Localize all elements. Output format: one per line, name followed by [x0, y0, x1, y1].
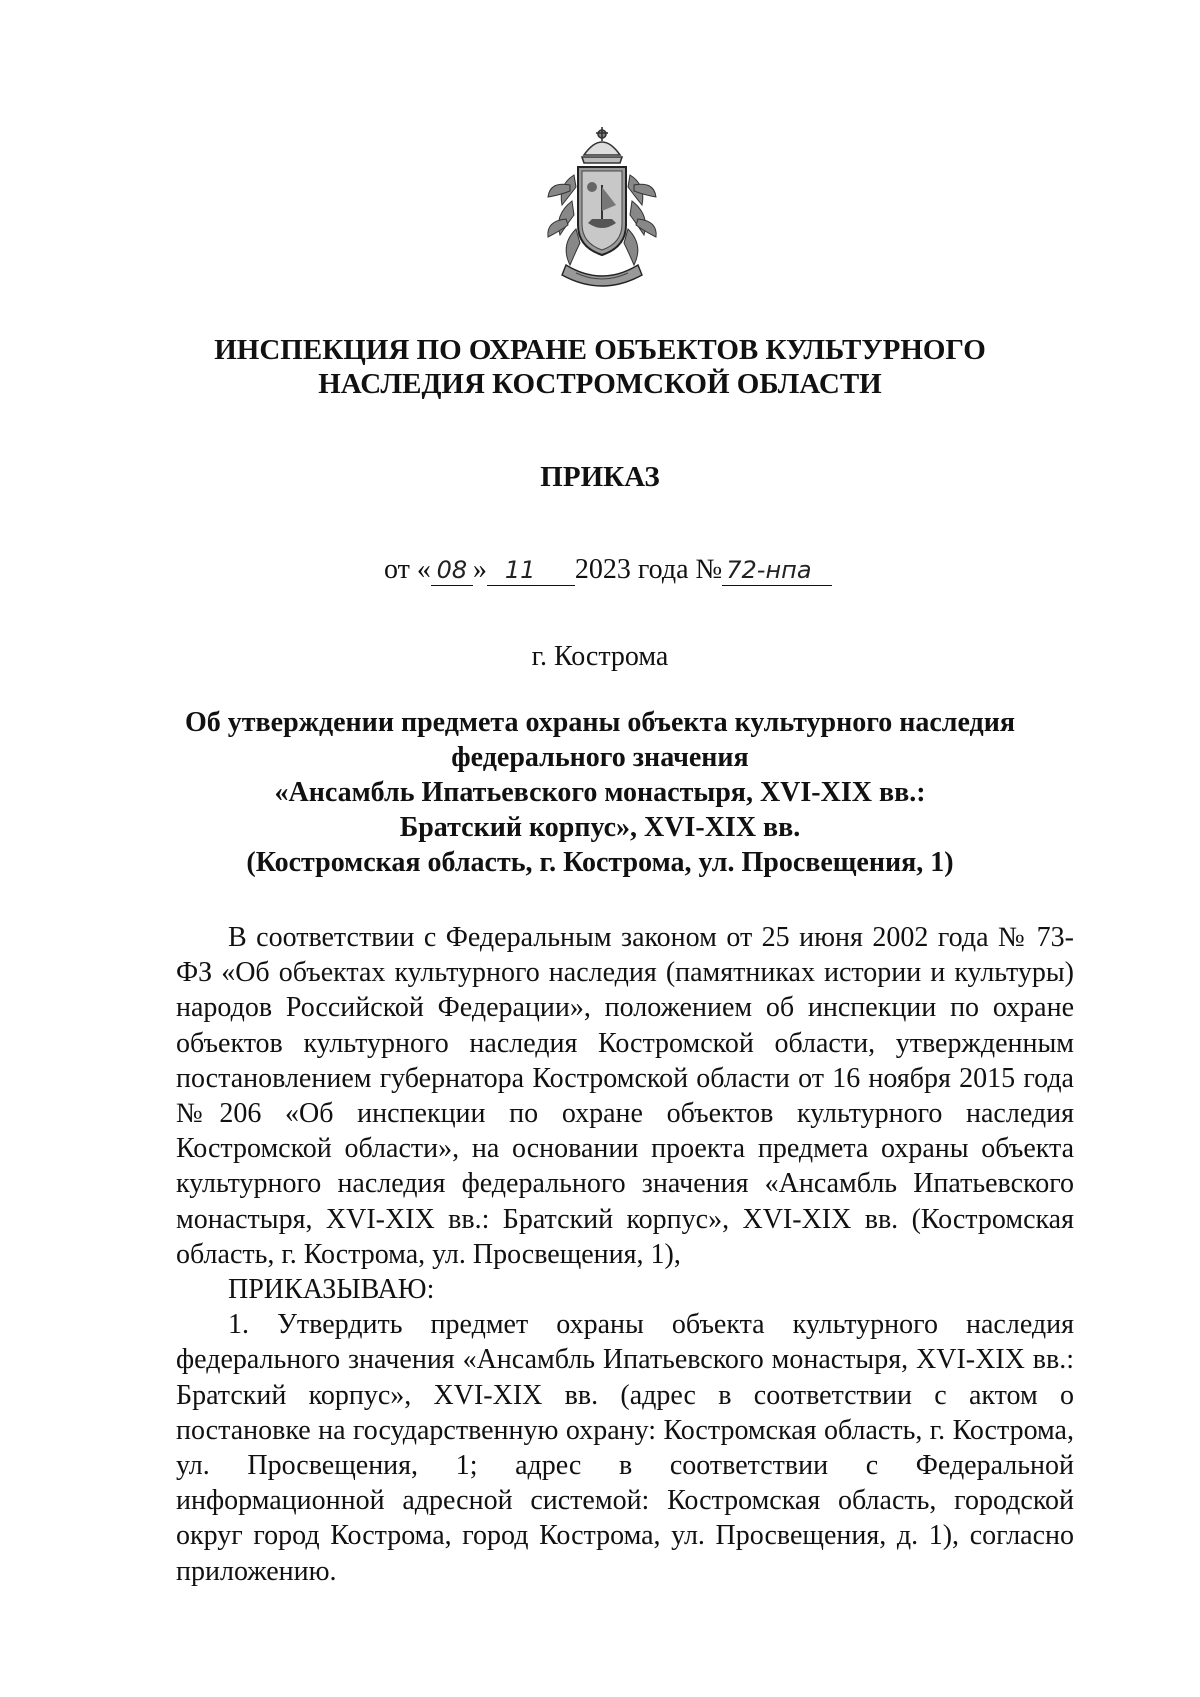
preamble-paragraph: В соответствии с Федеральным законом от 25 июня 2002 года № 73-ФЗ «Об объектах культурного наследия (памятниках истории и культуры) народов Российской Федерации», положением об инспекции по охране объектов культурного наследия Костромской области, утвержденным постановлением губернатора Костромской области от 16 ноября 2015 года №206 «Об инспекции по охране объектов культурного наследия Костромской области», на основании проекта предмета охраны объекта культурного наследия федерального значения «Ансамбль Ипатьевского монастыря, XVI-XIX вв.: Братский корпус», XVI-XIX вв. (Костромская область, г. Кострома, ул. Просвещения, 1), [176, 922, 1074, 1270]
subject-line-1: Об утверждении предмета охраны объекта культурного наследия [185, 707, 1015, 738]
subject-line-2: федерального значения [451, 742, 749, 773]
order-body [176, 920, 1074, 1589]
city: г. Кострома [531, 641, 669, 672]
date-and-number-line [384, 552, 944, 592]
subject-line-3: «Ансамбль Ипатьевского монастыря, XVI-XIX вв.: [274, 777, 926, 808]
document-type: ПРИКАЗ [540, 461, 660, 493]
date-prefix: от « [384, 554, 431, 585]
order-word: ПРИКАЗЫВАЮ: [228, 1274, 435, 1306]
organization-title-line-2: НАСЛЕДИЯ КОСТРОМСКОЙ ОБЛАСТИ [318, 368, 882, 400]
subject-line-4: Братский корпус», XVI-XIX вв. [399, 812, 801, 843]
order-subject [150, 705, 1050, 880]
organization-title [150, 333, 1050, 401]
subject-line-5: (Костромская область, г. Кострома, ул. Просвещения, 1) [246, 847, 954, 878]
handwritten-day: 08 [431, 555, 473, 586]
coat-of-arms-icon [540, 125, 665, 300]
handwritten-order-number: 72-нпа [722, 555, 832, 586]
organization-title-line-1: ИНСПЕКЦИЯ ПО ОХРАНЕ ОБЪЕКТОВ КУЛЬТУРНОГО [214, 334, 986, 366]
order-item-1: 1. Утвердить предмет охраны объекта культурного наследия федерального значения «Ансамбль Ипатьевского монастыря, XVI-XIX вв.: Братский корпус», XVI-XIX вв. (адрес в соответствии с актом о постановке на государственную охрану: Костромская область, г. Кострома, ул. Просвещения, 1; адрес в соответствии с Федеральной информационной адресной системой: Костромская область, городской округ город Кострома, город Кострома, ул. Просвещения, д. 1), согласно приложению. [176, 1309, 1074, 1587]
date-mid: » [472, 554, 487, 585]
year-and-number-label: 2023 года № [574, 554, 723, 585]
handwritten-month: 11 [487, 555, 575, 586]
